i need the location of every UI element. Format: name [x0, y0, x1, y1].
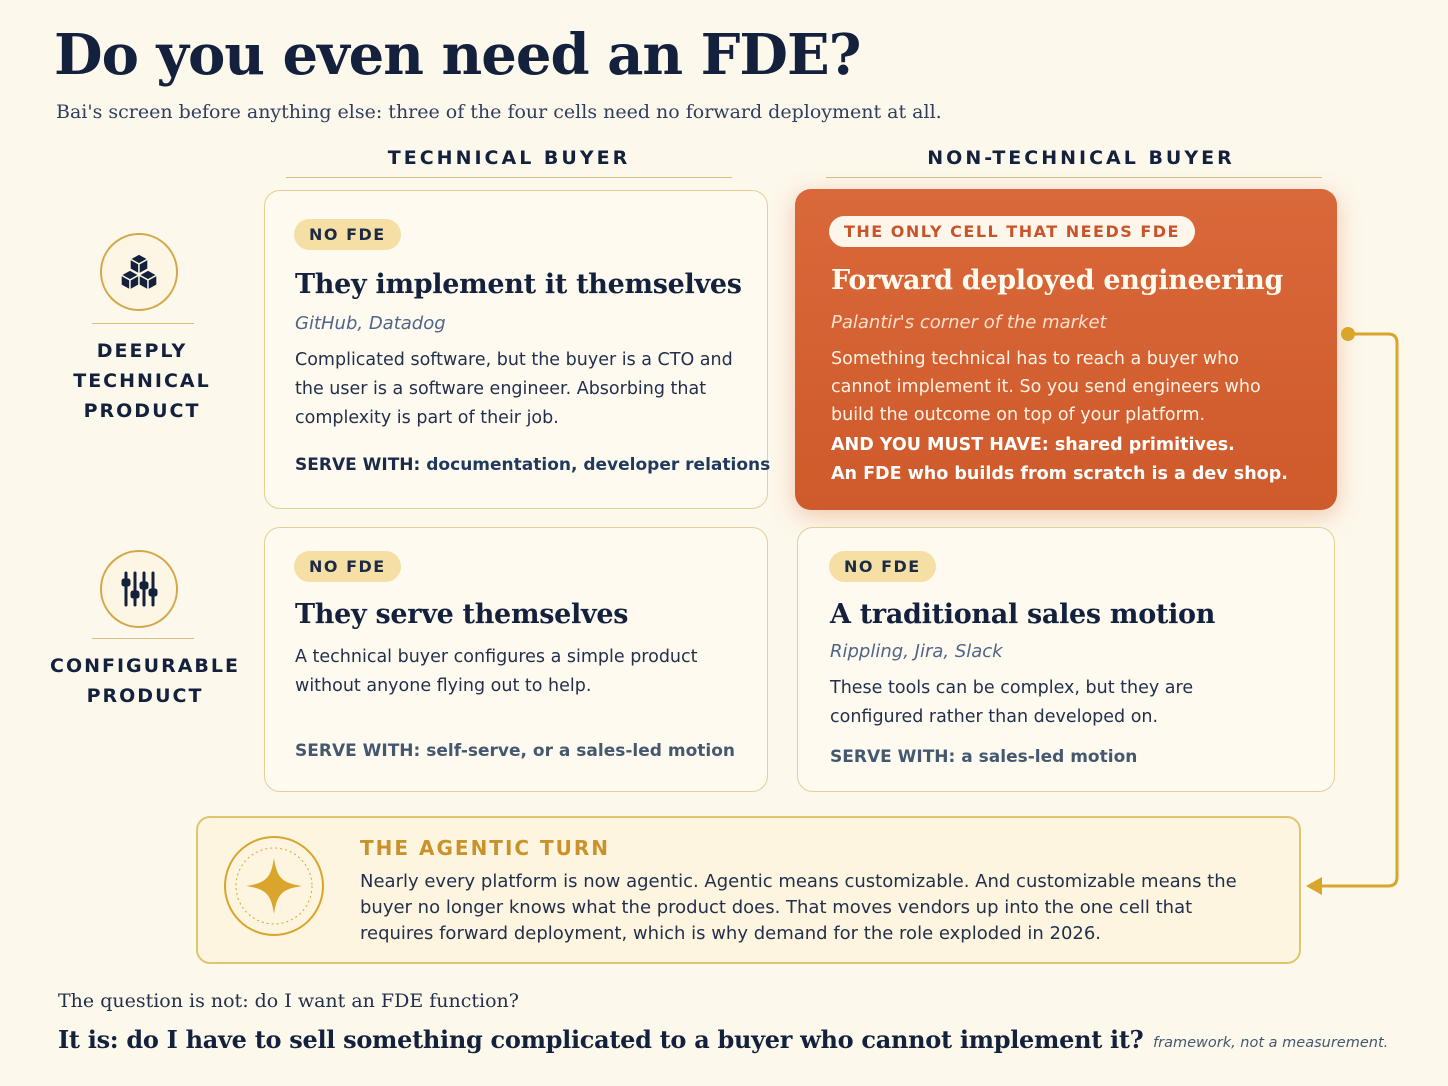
- row-label-line: TECHNICAL: [73, 370, 211, 392]
- serve-with-key: SERVE WITH:: [295, 741, 421, 761]
- serve-with-key: SERVE WITH:: [295, 455, 421, 475]
- row-label-line: PRODUCT: [83, 400, 201, 422]
- cell-body: Something technical has to reach a buyer who cannot implement it. So you send engineers who build the outcome on top of your platform.: [831, 349, 1261, 425]
- cell-body: Complicated software, but the buyer is a CTO and the user is a software engineer. Absorbing that complexity is part of their job.: [295, 350, 733, 428]
- must-have-line: AND YOU MUST HAVE: shared primitives.: [831, 435, 1235, 455]
- cell-title: They implement it themselves: [295, 269, 742, 300]
- page-title: Do you even need an FDE?: [54, 22, 861, 88]
- column-divider: [826, 177, 1322, 178]
- footnote: framework, not a measurement.: [1153, 1035, 1389, 1051]
- cell-technical-product-non-technical-buyer: [795, 189, 1337, 510]
- row-label-deeply-technical-product: [40, 336, 244, 426]
- serve-with-key: SERVE WITH:: [830, 747, 956, 767]
- must-have-line: An FDE who builds from scratch is a dev shop.: [831, 464, 1288, 484]
- column-header-technical-buyer: TECHNICAL BUYER: [387, 147, 631, 169]
- column-divider: [286, 177, 732, 178]
- page-subtitle: Bai's screen before anything else: three of the four cells need no forward deployment at all.: [56, 101, 942, 123]
- row-divider: [92, 323, 194, 324]
- no-fde-badge: NO FDE: [829, 551, 936, 582]
- row-label-line: DEEPLY: [96, 340, 188, 362]
- agentic-turn-panel: [196, 816, 1301, 964]
- cell-examples: Palantir's corner of the market: [831, 312, 1107, 333]
- row-label-configurable-product: [30, 651, 260, 711]
- cell-technical-product-technical-buyer: [264, 190, 771, 509]
- sparkle-icon: [224, 836, 324, 936]
- agentic-body: Nearly every platform is now agentic. Agentic means customizable. And customizable means the buyer no longer knows what the product does. That moves vendors up into the one cell that requires forward deployment, which is why demand for the role exploded in 2026.: [360, 871, 1237, 944]
- cell-body: A technical buyer configures a simple product without anyone flying out to help.: [295, 647, 698, 696]
- cell-configurable-product-non-technical-buyer: [797, 527, 1335, 792]
- serve-with-line: [295, 741, 735, 761]
- agentic-heading: THE AGENTIC TURN: [360, 836, 611, 860]
- only-cell-badge: THE ONLY CELL THAT NEEDS FDE: [829, 216, 1195, 247]
- row-divider: [92, 638, 194, 639]
- must-have-text: [831, 431, 1288, 489]
- serve-with-line: [295, 455, 770, 475]
- sliders-icon: [100, 550, 178, 628]
- no-fde-badge: NO FDE: [294, 219, 401, 250]
- column-header-non-technical-buyer: NON-TECHNICAL BUYER: [927, 147, 1235, 169]
- question-not: The question is not: do I want an FDE function?: [58, 990, 519, 1012]
- cell-title: A traditional sales motion: [830, 599, 1216, 630]
- serve-with-value: a sales-led motion: [961, 747, 1138, 767]
- cubes-icon: [100, 233, 178, 311]
- connector-arrow: [1300, 320, 1410, 900]
- cell-examples: GitHub, Datadog: [295, 313, 446, 334]
- cell-configurable-product-technical-buyer: [264, 527, 768, 792]
- serve-with-value: self-serve, or a sales-led motion: [426, 741, 735, 761]
- serve-with-value: documentation, developer relations: [426, 455, 771, 475]
- cell-examples: Rippling, Jira, Slack: [830, 641, 1003, 662]
- row-label-line: PRODUCT: [86, 685, 204, 707]
- question-is: It is: do I have to sell something complicated to a buyer who cannot implement it?: [58, 1025, 1144, 1054]
- no-fde-badge: NO FDE: [294, 551, 401, 582]
- cell-body: These tools can be complex, but they are configured rather than developed on.: [830, 678, 1194, 727]
- cell-title: They serve themselves: [295, 599, 629, 630]
- row-label-line: CONFIGURABLE: [50, 655, 240, 677]
- serve-with-line: [830, 747, 1137, 767]
- cell-title: Forward deployed engineering: [831, 265, 1284, 296]
